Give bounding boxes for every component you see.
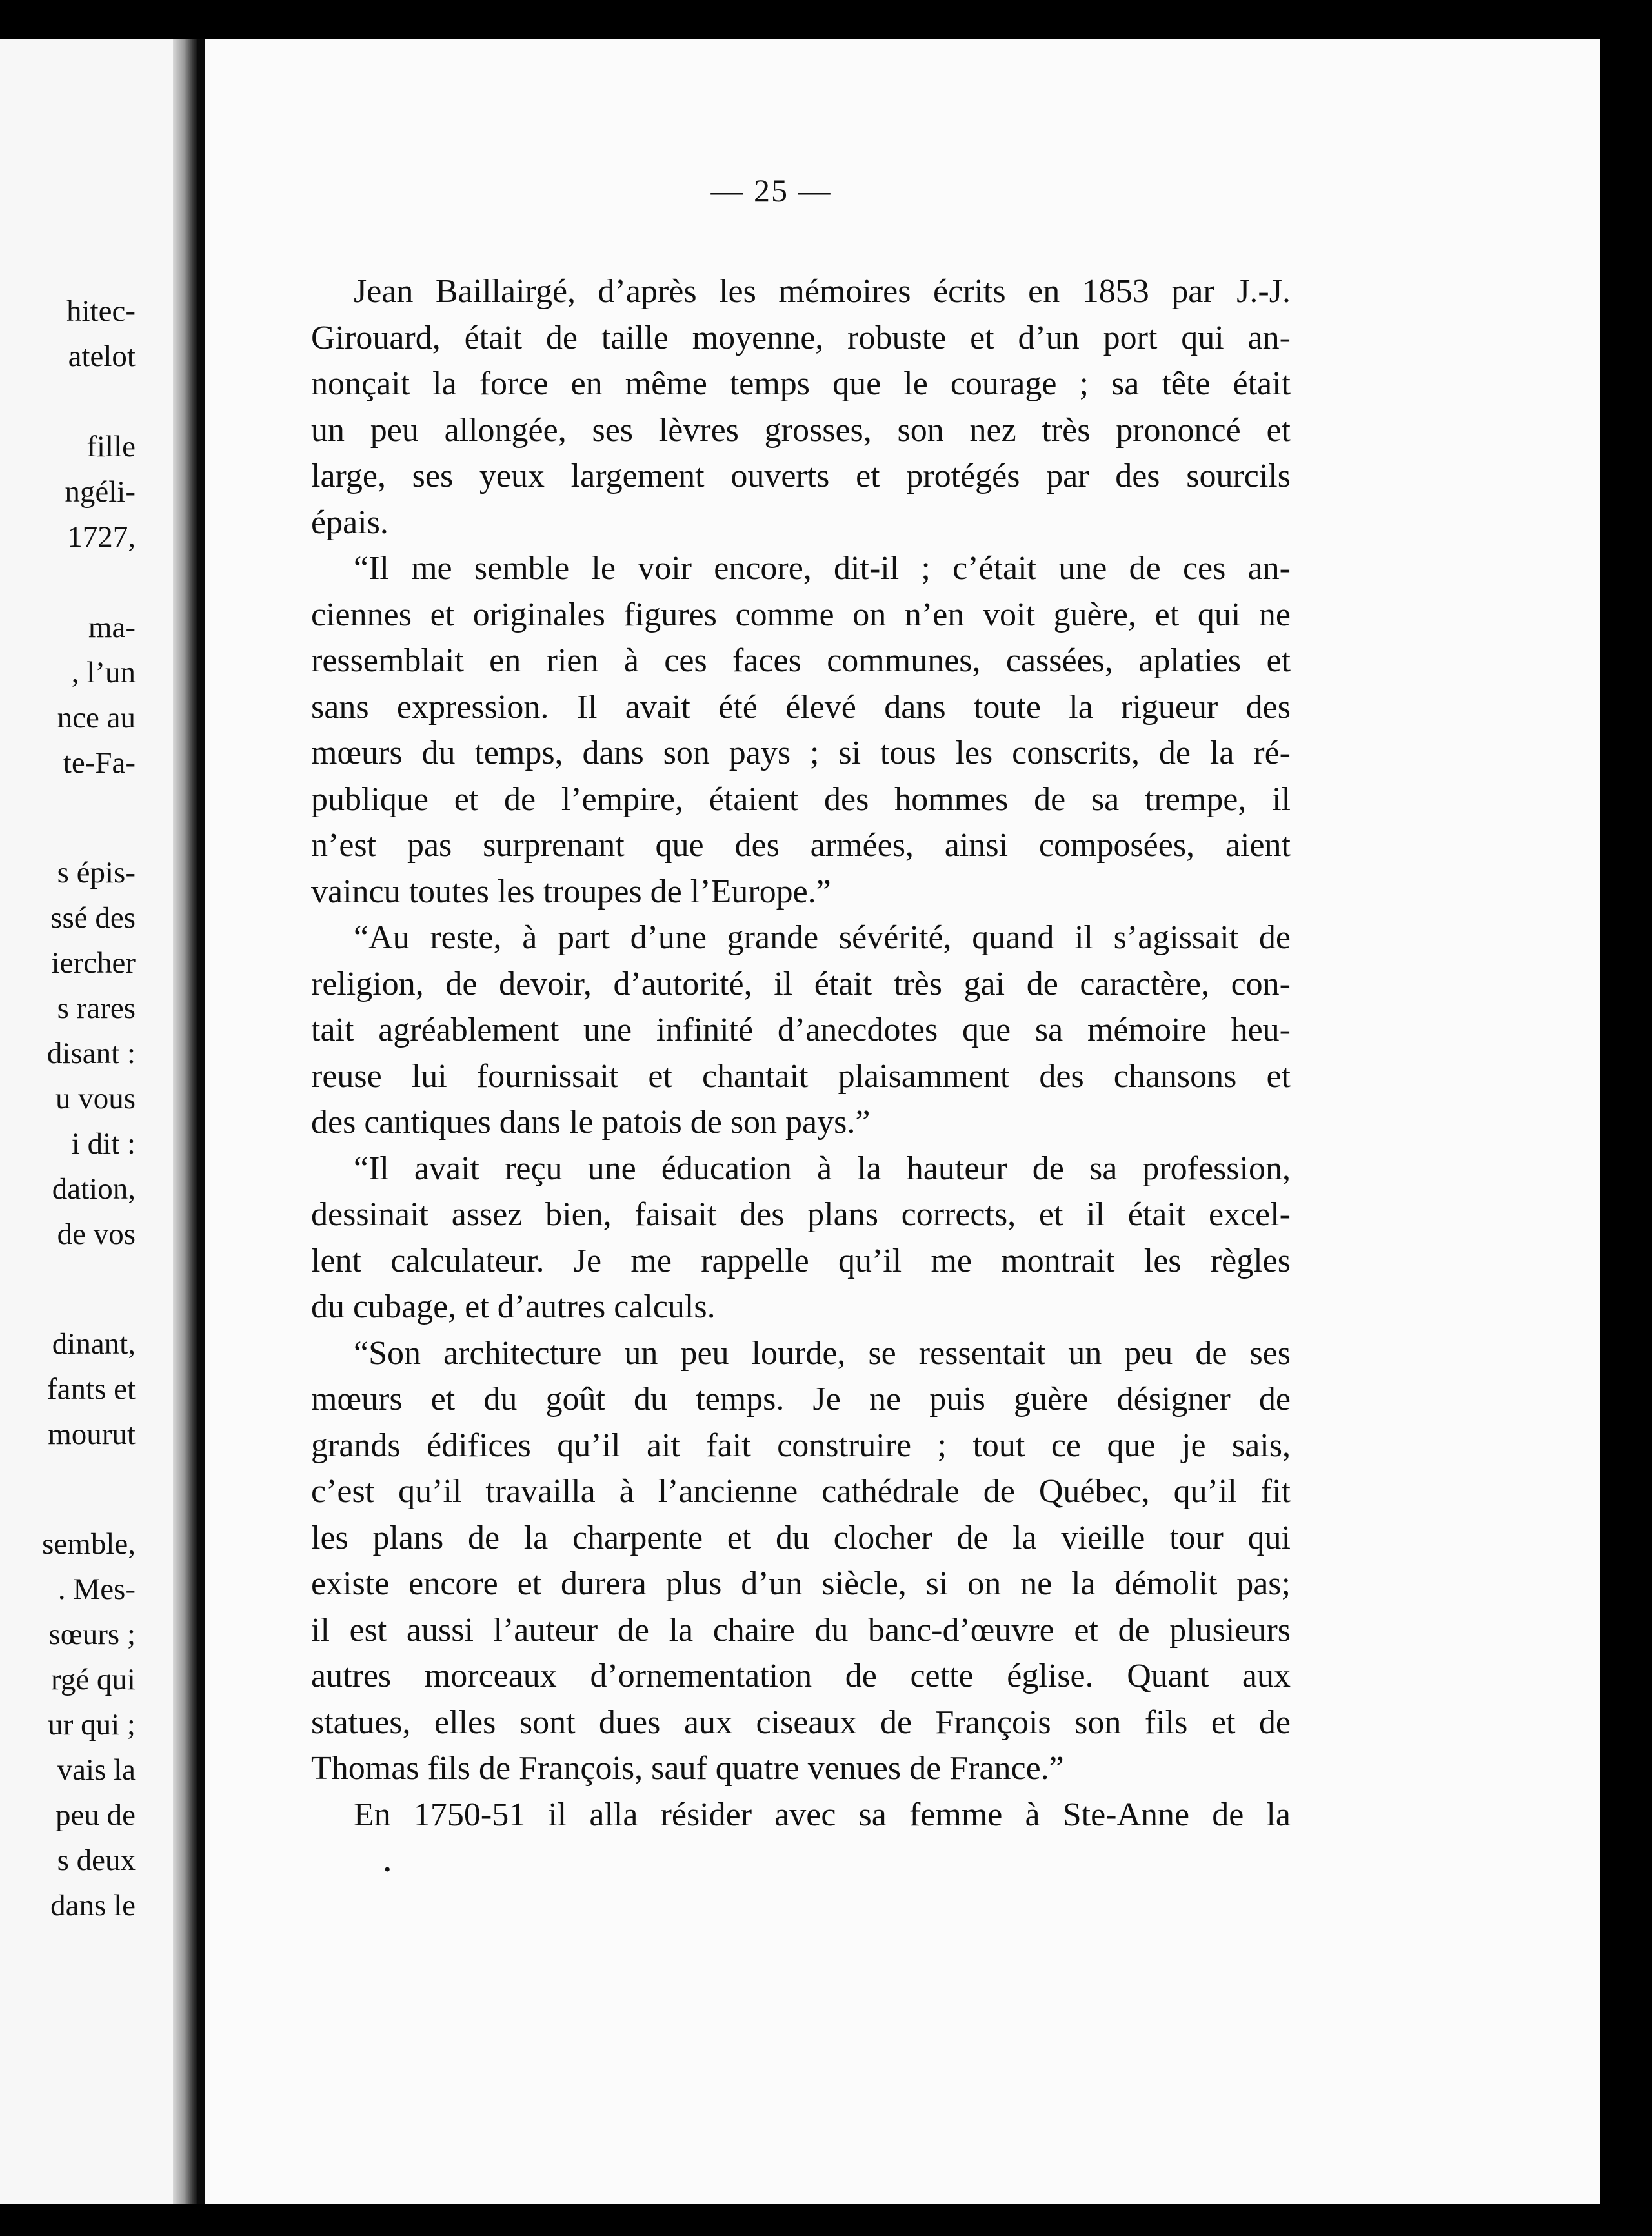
text-line: Thomas fils de François, sauf quatre venues de France.” (311, 1750, 1064, 1787)
text-line: ciennes et originales figures comme on n’en voit guère, et qui ne (311, 596, 1291, 633)
left-fragment-line: sœurs ; (48, 1618, 136, 1651)
footer-mark: • (384, 1859, 391, 1880)
body-text (311, 269, 1291, 1838)
text-line: grands édifices qu’il ait fait construire ; tout ce que je sais, (311, 1427, 1291, 1464)
text-line: sans expression. Il avait été élevé dans toute la rigueur des (311, 688, 1291, 726)
left-fragment-line: s rares (57, 991, 136, 1025)
left-fragment-line: ssé des (50, 901, 136, 935)
text-line: c’est qu’il travailla à l’ancienne cathédrale de Québec, qu’il fit (311, 1473, 1291, 1510)
left-fragment-line: 1727, (67, 520, 136, 554)
left-fragment-line: hitec- (66, 294, 136, 328)
page-fold-shadow (173, 39, 197, 2204)
left-fragment-line: ur qui ; (48, 1708, 136, 1742)
text-line: un peu allongée, ses lèvres grosses, son nez très prononcé et (311, 411, 1291, 449)
text-line: large, ses yeux largement ouverts et protégés par des sourcils (311, 458, 1291, 494)
left-fragment-line: , l’un (71, 656, 136, 689)
left-fragment-line: disant : (46, 1037, 136, 1070)
left-fragment-line: s deux (57, 1844, 136, 1877)
text-line: “Au reste, à part d’une grande sévérité, quand il s’agissait de (354, 919, 1291, 956)
text-line: vaincu toutes les troupes de l’Europe.” (311, 873, 831, 910)
left-fragment-line: s épis- (57, 856, 136, 889)
left-fragment-line: u vous (55, 1082, 136, 1115)
text-line: Jean Baillairgé, d’après les mémoires écrits en 1853 par J.-J. (354, 273, 1291, 310)
text-line: religion, de devoir, d’autorité, il était très gai de caractère, con- (311, 965, 1291, 1002)
scan-border-bottom (0, 2204, 1652, 2236)
left-fragment-line: i dit : (71, 1127, 136, 1161)
text-line: “Il me semble le voir encore, dit-il ; c’était une de ces an- (354, 550, 1291, 587)
text-line: du cubage, et d’autres calculs. (311, 1288, 716, 1325)
left-fragment-line: fille (86, 430, 136, 463)
text-line: En 1750-51 il alla résider avec sa femme à Ste-Anne de la (354, 1796, 1291, 1833)
left-fragment-line: . Mes- (57, 1572, 136, 1606)
text-line: existe encore et durera plus d’un siècle, si on ne la démolit pas; (311, 1565, 1291, 1602)
text-line: Girouard, était de taille moyenne, robuste et d’un port qui an- (311, 319, 1291, 356)
text-line: les plans de la charpente et du clocher de la vieille tour qui (311, 1519, 1291, 1556)
text-line: dessinait assez bien, faisait des plans corrects, et il était excel- (311, 1196, 1291, 1233)
left-fragment-line: vais la (57, 1753, 136, 1787)
left-fragment-line: dation, (52, 1172, 136, 1206)
left-fragment-line: iercher (51, 946, 136, 980)
left-fragment-line: nce au (57, 701, 136, 735)
left-fragment-line: fants et (46, 1372, 136, 1406)
text-line: mœurs et du goût du temps. Je ne puis guère désigner de (311, 1381, 1291, 1418)
text-line: tait agréablement une infinité d’anecdotes que sa mémoire heu- (311, 1011, 1291, 1048)
left-fragment-line: ma- (88, 611, 136, 644)
text-line: “Il avait reçu une éducation à la hauteur de sa profession, (354, 1150, 1291, 1187)
left-page-fragment (0, 39, 194, 2204)
text-line: reuse lui fournissait et chantait plaisamment des chansons et (311, 1057, 1291, 1095)
text-line: épais. (311, 503, 388, 541)
text-line: n’est pas surprenant que des armées, ainsi composées, aient (311, 827, 1291, 864)
text-line: mœurs du temps, dans son pays ; si tous les conscrits, de la ré- (311, 735, 1291, 771)
text-line: lent calculateur. Je me rappelle qu’il me montrait les règles (311, 1242, 1291, 1279)
left-fragment-line: atelot (68, 340, 136, 373)
text-line: autres morceaux d’ornementation de cette église. Quant aux (311, 1658, 1291, 1694)
text-line: nonçait la force en même temps que le courage ; sa tête était (311, 365, 1291, 402)
text-line: des cantiques dans le patois de son pays.” (311, 1104, 871, 1141)
book-gutter (197, 39, 205, 2204)
left-fragment-line: dinant, (52, 1327, 136, 1361)
text-line: publique et de l’empire, étaient des hommes de sa trempe, il (311, 780, 1291, 818)
text-line: statues, elles sont dues aux ciseaux de François son fils et de (311, 1703, 1291, 1741)
left-fragment-line: dans le (50, 1889, 136, 1922)
text-line: “Son architecture un peu lourde, se ressentait un peu de ses (354, 1334, 1291, 1372)
text-line: il est aussi l’auteur de la chaire du banc-d’œuvre et de plusieurs (311, 1611, 1291, 1649)
scan-border-right (1600, 39, 1652, 2204)
left-fragment-line: mourut (48, 1418, 136, 1451)
left-fragment-line: ngéli- (65, 475, 136, 509)
left-fragment-line: semble, (42, 1527, 136, 1561)
left-fragment-line: te-Fa- (63, 746, 136, 780)
scan-border-top (0, 0, 1652, 39)
text-line: ressemblait en rien à ces faces communes, cassées, aplaties et (311, 642, 1291, 679)
left-fragment-line: rgé qui (51, 1663, 136, 1696)
left-fragment-line: peu de (55, 1798, 136, 1832)
page-number: — 25 — (710, 172, 832, 208)
left-fragment-line: de vos (57, 1217, 136, 1251)
